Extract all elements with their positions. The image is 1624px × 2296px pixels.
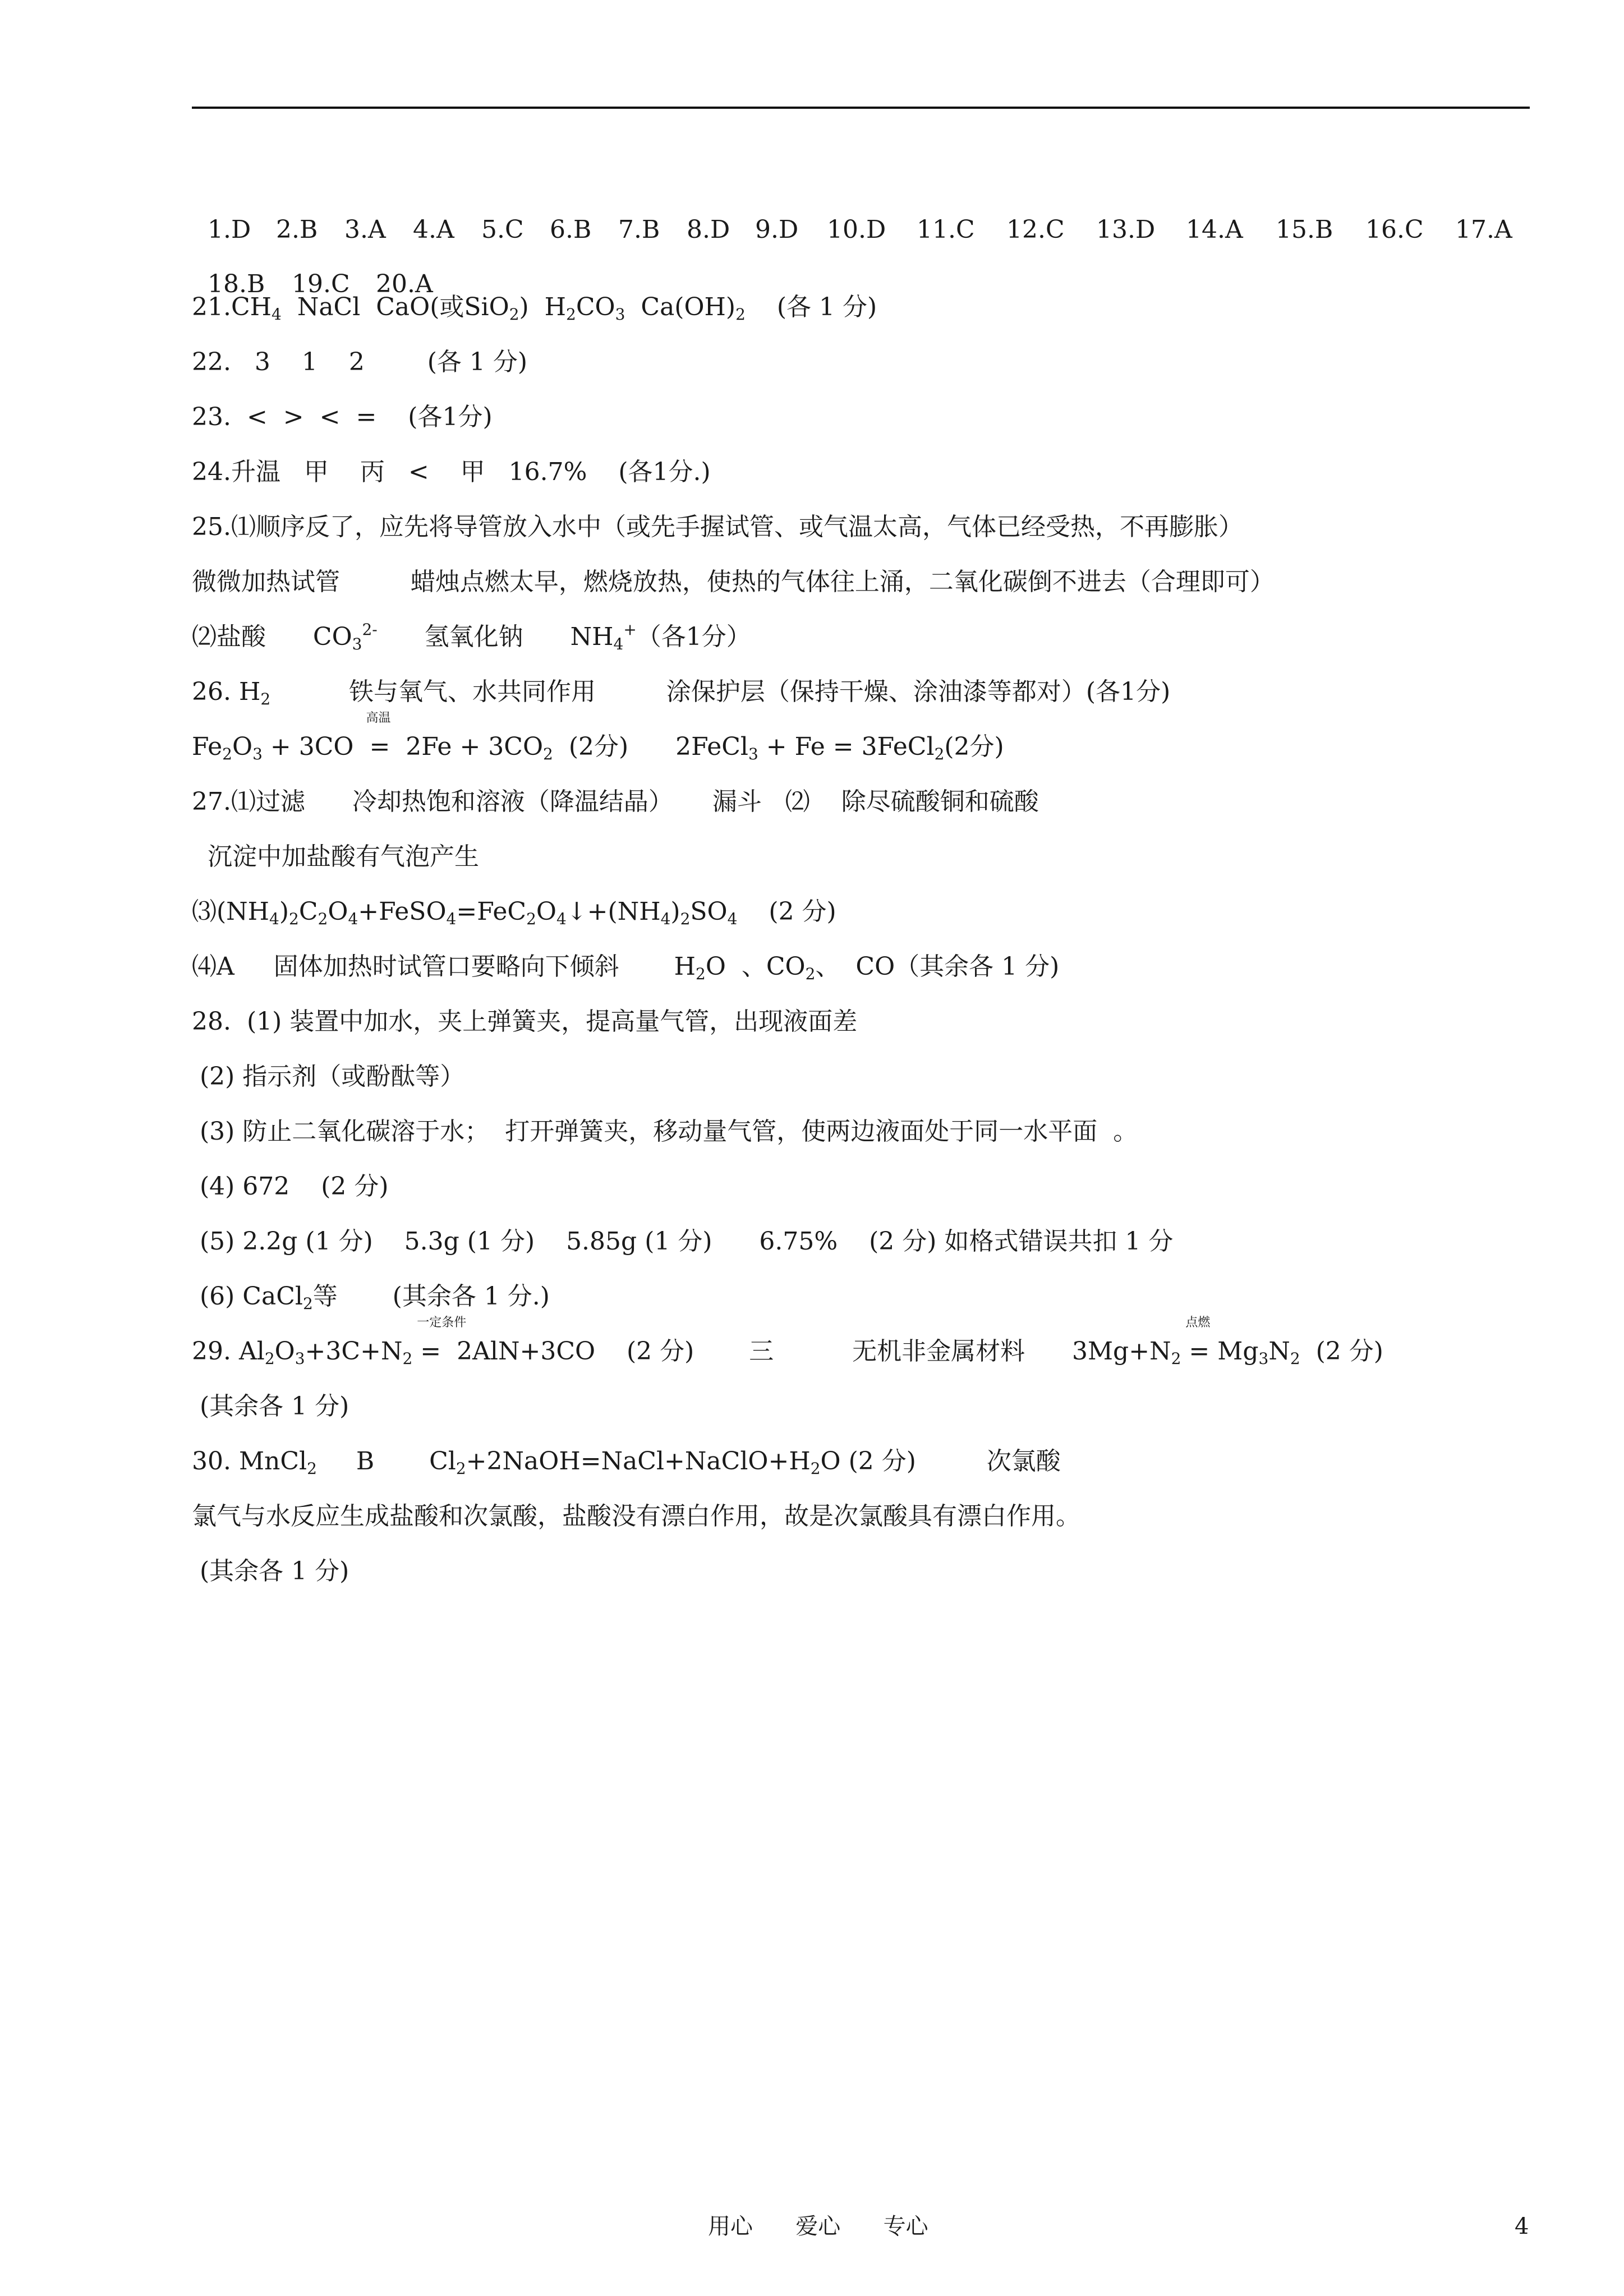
page-number: 4: [1515, 2214, 1529, 2239]
answer: 6.B: [549, 215, 592, 244]
q23-line: 23. < > < = (各1分): [192, 403, 493, 431]
header-rule: [192, 107, 1530, 109]
q27-line-4: ⑷A 固体加热时试管口要略向下倾斜 $H_2O$ 、$CO_2$、 CO（其余各 1 分): [192, 952, 1060, 983]
answer: 18.B: [207, 270, 265, 298]
q28-line-4: (4) 672 (2 分): [192, 1172, 389, 1201]
q27-line-3: $⑶(NH_4)_2C_2O_4+FeSO_4=FeC_2O_4↓+(NH_4)_2SO_4$ (2 分): [192, 897, 836, 928]
q30-line-2: 氯气与水反应生成盐酸和次氯酸，盐酸没有漂白作用，故是次氯酸具有漂白作用。: [192, 1502, 1080, 1530]
answer: 8.D: [686, 215, 730, 244]
q24-line: 24.升温 甲 丙 < 甲 16.7% (各1分.): [192, 458, 711, 486]
reaction-condition: 高温 =: [366, 711, 391, 761]
q26-line-2: $Fe_2O_3 + 3CO$ 高温 = $2Fe + 3CO_2$ (2分) 2FeCl$_3$ + Fe = 3FeCl$_2$(2分): [192, 711, 1004, 763]
answers-line-2: [192, 237, 433, 300]
reaction-condition: 一定条件 =: [417, 1316, 467, 1366]
q26-line-1: 26. $H_2$ 铁与氧气、水共同作用 涂保护层（保持干燥、涂油漆等都对）(各1分): [192, 677, 1171, 708]
q25-line-1: 25.⑴顺序反了，应先将导管放入水中（或先手握试管、或气温太高，气体已经受热，不再膨胀）: [192, 513, 1243, 541]
answer: 3.A: [344, 215, 386, 244]
q28-line-5: (5) 2.2g (1 分) 5.3g (1 分) 5.85g (1 分) 6.75% (2 分) 如格式错误共扣 1 分: [192, 1227, 1174, 1256]
q29-line-1: 29. $Al_2O_3+3C+N_2$ 一定条件 = 2AlN+3CO (2 分) 三 无机非金属材料 $3Mg+N_2$ 点燃 = $Mg_3N_2$ (2 分): [192, 1316, 1383, 1368]
q28-line-6: (6) CaCl$_2$等 (其余各 1 分.): [192, 1282, 550, 1313]
answer: 5.C: [481, 215, 524, 244]
q22-line: 22. 3 1 2 (各 1 分): [192, 348, 527, 376]
answer: 9.D: [755, 215, 799, 244]
answer: 4.A: [412, 215, 454, 244]
q30-line-3: (其余各 1 分): [192, 1557, 349, 1585]
answers-line-1: [192, 183, 1512, 246]
q28-line-1: 28. (1) 装置中加水，夹上弹簧夹，提高量气管，出现液面差: [192, 1007, 858, 1036]
answer: 17.A: [1455, 215, 1512, 244]
q29-line-2: (其余各 1 分): [192, 1392, 349, 1421]
answer: 20.A: [375, 270, 433, 298]
q27-line-2: 沉淀中加盐酸有气泡产生: [192, 842, 479, 871]
answer: 1.D: [207, 215, 251, 244]
q30-line-1: 30. MnCl$_2$ B $Cl_2+2NaOH=NaCl+NaClO+H_2O$ (2 分) 次氯酸: [192, 1447, 1061, 1478]
answer: 13.D: [1096, 215, 1156, 244]
reaction-condition: 点燃 =: [1185, 1316, 1211, 1366]
q25-line-2: 微微加热试管 蜡烛点燃太早，燃烧放热，使热的气体往上涌，二氧化碳倒不进去（合理即可）: [192, 568, 1275, 596]
q27-line-1: 27.⑴过滤 冷却热饱和溶液（降温结晶） 漏斗 ⑵ 除尽硫酸铜和硫酸: [192, 787, 1039, 816]
answer: 11.C: [916, 215, 975, 244]
q25-line-3: ⑵盐酸 $CO_3^{2-}$ 氢氧化钠 $NH_4^+$（各1分）: [192, 620, 751, 653]
answer: 2.B: [275, 215, 318, 244]
answer: 12.C: [1006, 215, 1065, 244]
answer: 7.B: [618, 215, 660, 244]
q28-line-2: (2) 指示剂（或酚酞等）: [192, 1062, 465, 1091]
answer: 19.C: [291, 270, 350, 298]
answer: 16.C: [1365, 215, 1424, 244]
q28-line-3: (3) 防止二氧化碳溶于水； 打开弹簧夹，移动量气管，使两边液面处于同一水平面 。: [192, 1117, 1138, 1146]
footer-motto: 用心 爱心 专心: [708, 2214, 928, 2239]
q21-line: $21.CH_4$ NaCl CaO(或SiO$_2$) $H_2CO_3$ $Ca(OH)_2$ (各 1 分): [192, 293, 877, 324]
answer: 14.A: [1185, 215, 1243, 244]
answer: 10.D: [826, 215, 886, 244]
answer: 15.B: [1275, 215, 1333, 244]
